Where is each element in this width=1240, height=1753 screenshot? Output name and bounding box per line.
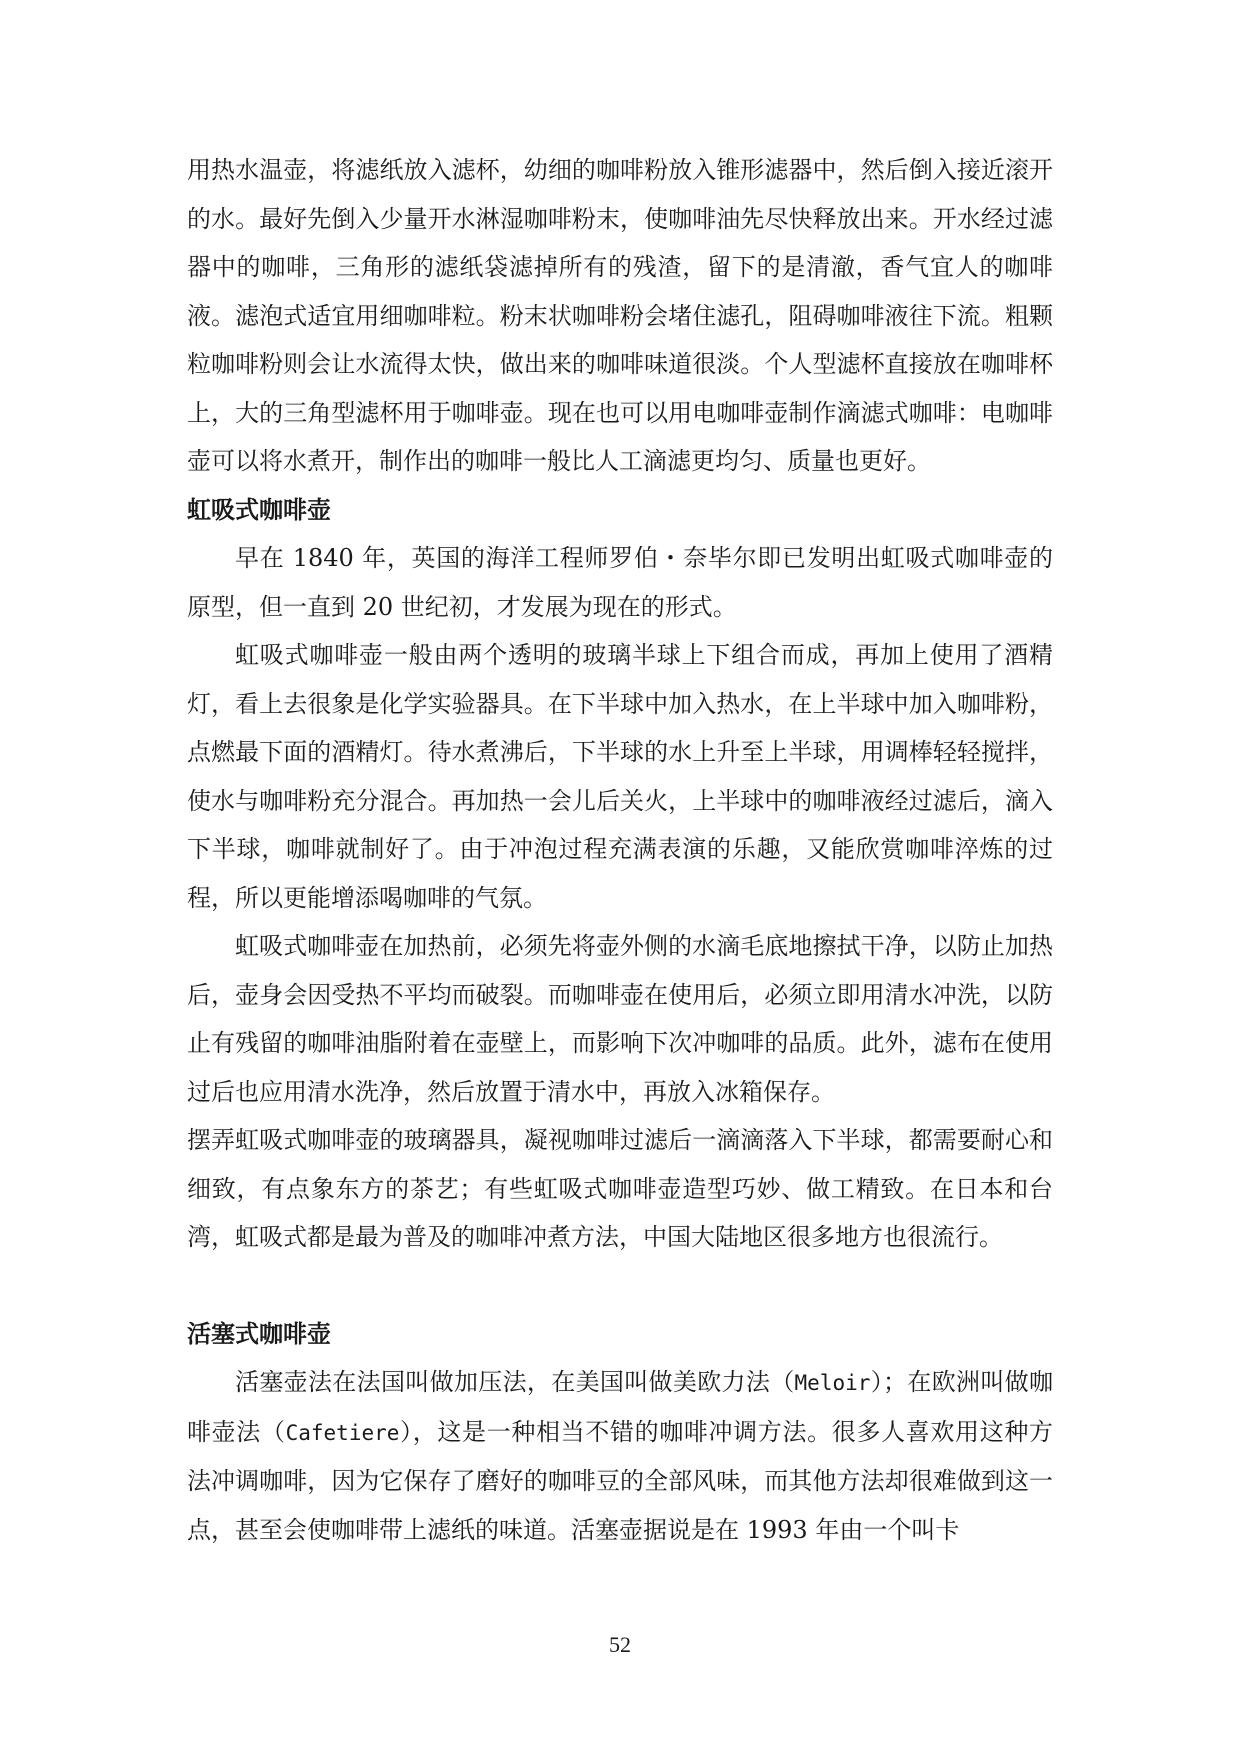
paragraph-drip-method: 用热水温壶，将滤纸放入滤杯，幼细的咖啡粉放入锥形滤器中，然后倒入接近滚开的水。最好先倒入少量开水淋湿咖啡粉末，使咖啡油先尽快释放出来。开水经过滤器中的咖啡，三角形的滤纸袋滤掉所有的残渣，留下的是清澈，香气宜人的咖啡液。滤泡式适宜用细咖啡粒。粉末状咖啡粉会堵住滤孔，阻碍咖啡液往下流。粗颗粒咖啡粉则会让水流得太快，做出来的咖啡味道很淡。个人型滤杯直接放在咖啡杯上，大的三角型滤杯用于咖啡壶。现在也可以用电咖啡壶制作滴滤式咖啡：电咖啡壶可以将水煮开，制作出的咖啡一般比人工滴滤更均匀、质量也更好。 bbox=[187, 156, 1053, 475]
text-run: ），这是一种相当不错的咖啡冲调方法。很多人喜欢用这种方法冲调咖啡，因为它保存了磨好的咖啡豆的全部风味，而其他方法却很难做到这一点，甚至会使咖啡带上滤纸的味道。活塞壶据说是在 1993 年由一个叫卡 bbox=[187, 1417, 1054, 1544]
heading-siphon-pot: 虹吸式咖啡壶 bbox=[187, 494, 331, 524]
paragraph-siphon-structure: 虹吸式咖啡壶一般由两个透明的玻璃半球上下组合而成，再加上使用了酒精灯，看上去很象是化学实验器具。在下半球中加入热水，在上半球中加入咖啡粉，点燃最下面的酒精灯。待水煮沸后，下半球的水上升至上半球，用调棒轻轻搅拌，使水与咖啡粉充分混合。再加热一会儿后关火，上半球中的咖啡液经过滤后，滴入下半球，咖啡就制好了。由于冲泡过程充满表演的乐趣，又能欣赏咖啡淬炼的过程，所以更能增添喝咖啡的气氛。 bbox=[187, 641, 1053, 912]
paragraph-french-press bbox=[187, 1358, 1053, 1554]
paragraph-siphon-culture: 摆弄虹吸式咖啡壶的玻璃器具，凝视咖啡过滤后一滴滴落入下半球，都需要耐心和细致，有点象东方的茶艺；有些虹吸式咖啡壶造型巧妙、做工精致。在日本和台湾，虹吸式都是最为普及的咖啡冲煮方法，中国大陆地区很多地方也很流行。 bbox=[187, 1126, 1053, 1251]
paragraph-siphon-care: 虹吸式咖啡壶在加热前，必须先将壶外侧的水滴毛底地擦拭干净，以防止加热后，壶身会因受热不平均而破裂。而咖啡壶在使用后，必须立即用清水冲洗，以防止有残留的咖啡油脂附着在壶壁上，而影响下次冲咖啡的品质。此外，滤布在使用过后也应用清水洗净，然后放置于清水中，再放入冰箱保存。 bbox=[187, 932, 1053, 1106]
term-cafetiere: Cafetiere bbox=[285, 1420, 400, 1445]
term-meloir: Meloir bbox=[794, 1371, 871, 1395]
page-number: 52 bbox=[609, 1632, 631, 1657]
text-run: ）；在欧洲叫做咖啡壶法（ bbox=[187, 1368, 1054, 1446]
document-body bbox=[187, 146, 1053, 1554]
text-run: 活塞壶法在法国叫做加压法，在美国叫做美欧力法（ bbox=[235, 1368, 795, 1396]
section-spacer bbox=[187, 1262, 1053, 1310]
heading-french-press: 活塞式咖啡壶 bbox=[187, 1318, 331, 1348]
paragraph-siphon-history: 早在 1840 年，英国的海洋工程师罗伯・奈毕尔即已发明出虹吸式咖啡壶的原型，但一直到 20 世纪初，才发展为现在的形式。 bbox=[187, 544, 1053, 621]
